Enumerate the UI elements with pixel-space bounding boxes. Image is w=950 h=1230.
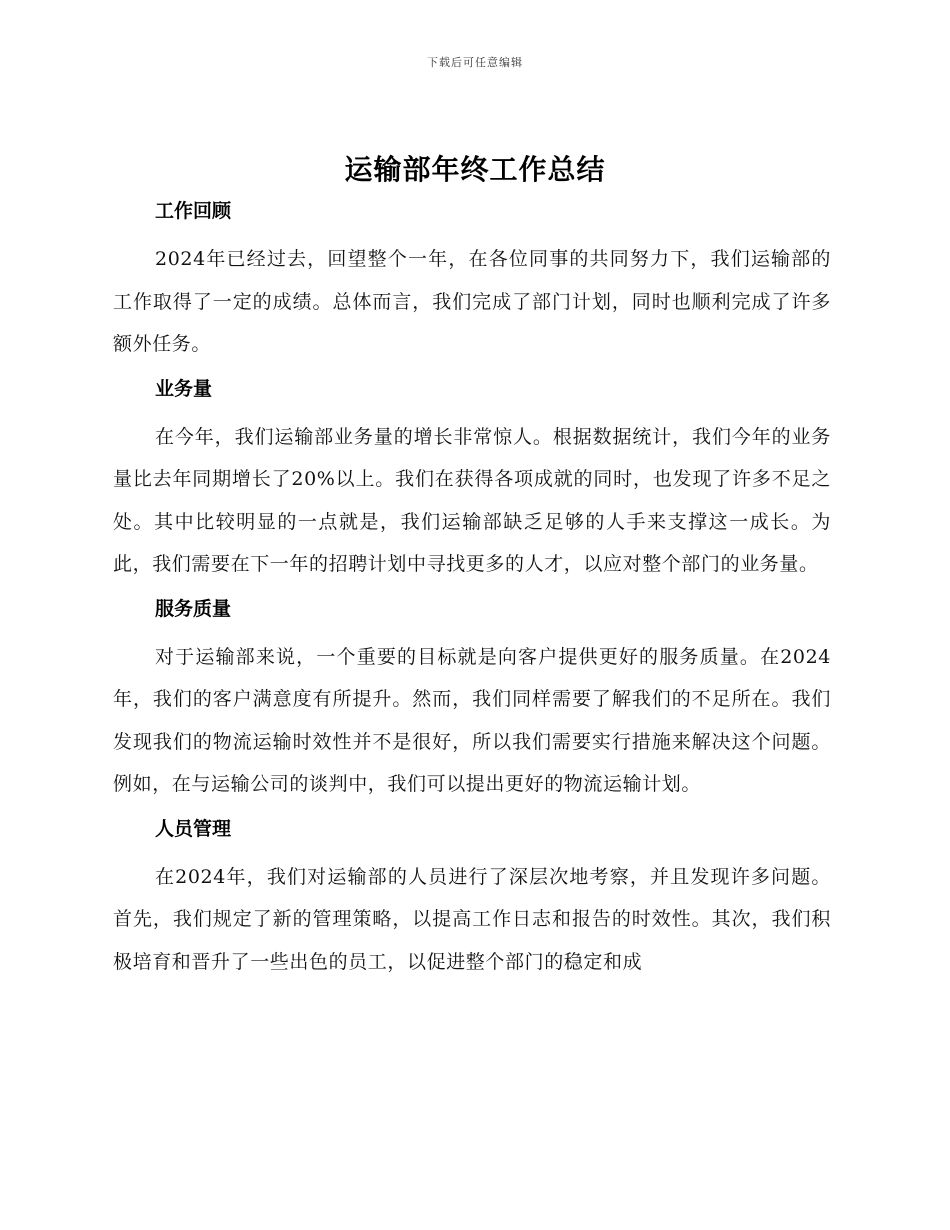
section-paragraph-service-quality: 对于运输部来说，一个重要的目标就是向客户提供更好的服务质量。在2024年，我们的客户满意度有所提升。然而，我们同样需要了解我们的不足所在。我们发现我们的物流运输时效性并不是很好，所以我们需要实行措施来解决这个问题。例如，在与运输公司的谈判中，我们可以提出更好的物流运输计划。 (113, 645, 831, 795)
section-paragraph-staff-management: 在2024年，我们对运输部的人员进行了深层次地考察，并且发现许多问题。首先，我们规定了新的管理策略，以提高工作日志和报告的时效性。其次，我们积极培育和晋升了一些出色的员工，以促进整个部门的稳定和成 (113, 865, 831, 973)
section-heading-service-quality: 服务质量 (155, 597, 232, 620)
header-note: 下载后可任意编辑 (427, 56, 523, 69)
section-paragraph-work-review: 2024年已经过去，回望整个一年，在各位同事的共同努力下，我们运输部的工作取得了一定的成绩。总体而言，我们完成了部门计划，同时也顺利完成了许多额外任务。 (113, 248, 831, 355)
document-title: 运输部年终工作总结 (344, 153, 606, 186)
section-paragraph-business-volume: 在今年，我们运输部业务量的增长非常惊人。根据数据统计，我们今年的业务量比去年同期增长了20%以上。我们在获得各项成就的同时，也发现了许多不足之处。其中比较明显的一点就是，我们运输部缺乏足够的人手来支撑这一成长。为此，我们需要在下一年的招聘计划中寻找更多的人才，以应对整个部门的业务量。 (113, 425, 831, 575)
section-heading-business-volume: 业务量 (155, 377, 213, 400)
section-heading-staff-management: 人员管理 (155, 817, 232, 840)
section-heading-work-review: 工作回顾 (155, 200, 232, 222)
document-body (113, 196, 831, 991)
